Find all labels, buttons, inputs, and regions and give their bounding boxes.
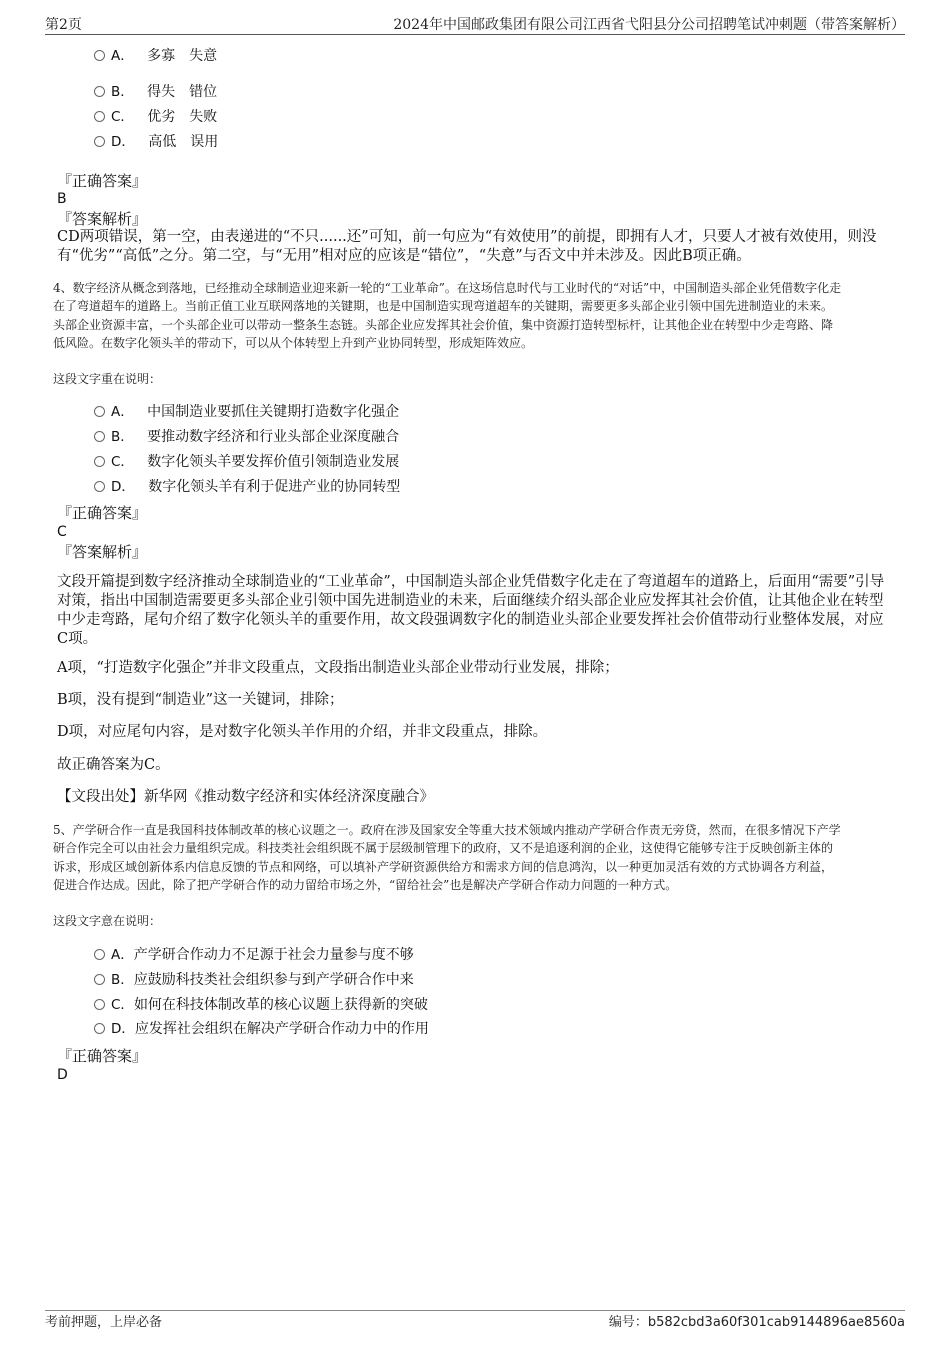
q5-option-d[interactable]: D．应发挥社会组织在解决产学研合作动力中的作用 xyxy=(94,1019,429,1039)
q4-answer: C xyxy=(57,524,67,540)
q4-option-d[interactable]: D． 数字化领头羊有利于促进产业的协同转型 xyxy=(94,477,400,497)
radio-icon[interactable] xyxy=(94,456,105,467)
footer-divider xyxy=(45,1310,905,1311)
q4-option-c[interactable]: C． 数字化领头羊要发挥价值引领制造业发展 xyxy=(94,452,399,472)
radio-icon[interactable] xyxy=(94,111,105,122)
q4-conclusion: 故正确答案为C。 xyxy=(57,757,170,773)
q5-passage: 5、产学研合作一直是我国科技体制改革的核心议题之一。政府在涉及国家安全等重大技术领域内推动产学研合作责无旁贷，然而，在很多情况下产学 研合作完全可以由社会力量组织完成。科技类社会组织既不属于层级制管理下的政府，又不是追逐利润的企业，这使得它能够专注于反映创新主体的 诉求，形成区域创新体系内信息反馈的节点和网络，可以填补产学研资源供给方和需求方间的信息鸿沟，以一种更加灵活有效的方式协调各方利益， 促进合作达成。因此，除了把产学研合作的动力留给市场之外，“留给社会”也是解决产学研合作动力问题的一种方式。 xyxy=(53,823,841,893)
radio-icon[interactable] xyxy=(94,50,105,61)
header-divider xyxy=(45,34,905,35)
q3-analysis-label: 『答案解析』 xyxy=(57,210,148,228)
radio-icon[interactable] xyxy=(94,974,105,985)
q4-explain-d: D项，对应尾句内容，是对数字化领头羊作用的介绍，并非文段重点，排除。 xyxy=(57,724,548,740)
q3-option-c[interactable]: C． 优劣 失败 xyxy=(94,107,217,127)
q5-option-a[interactable]: A．产学研合作动力不足源于社会力量参与度不够 xyxy=(94,945,414,965)
radio-icon[interactable] xyxy=(94,949,105,960)
page-number: 第2页 xyxy=(45,17,82,33)
q4-correct-answer-label: 『正确答案』 xyxy=(57,504,148,522)
q4-option-a[interactable]: A． 中国制造业要抓住关键期打造数字化强企 xyxy=(94,402,399,422)
q4-passage: 4、数字经济从概念到落地，已经推动全球制造业迎来新一轮的“工业革命”。在这场信息时代与工业时代的“对话”中，中国制造头部企业凭借数字化走 在了弯道超车的道路上。当前正值工业互联网落地的关键期，也是中国制造实现弯道超车的关键期，需要更多头部企业引领中国先进制造业的未来。 头部企业资源丰富，一个头部企业可以带动一整条生态链。头部企业应发挥其社会价值，集中资源打造转型标杆，让其他企业在转型中少走弯路、降 低风险。在数字化领头羊的带动下，可以从个体转型上升到产业协同转型，形成矩阵效应。 xyxy=(53,281,842,351)
q3-analysis: CD两项错误，第一空，由表递进的“不只......还”可知，前一句应为“有效使用”的前提，即拥有人才，只要人才被有效使用，则没 有“优劣”“高低”之分。第二空，与“无用”相对应的应该是“错位”，“失意”与否文中并未涉及。因此B项正确。 xyxy=(57,229,877,264)
q5-answer: D xyxy=(57,1067,68,1083)
q5-option-c[interactable]: C．如何在科技体制改革的核心议题上获得新的突破 xyxy=(94,995,428,1015)
radio-icon[interactable] xyxy=(94,431,105,442)
radio-icon[interactable] xyxy=(94,999,105,1010)
radio-icon[interactable] xyxy=(94,1023,105,1034)
q3-answer: B xyxy=(57,191,67,207)
document-code: 编号：b582cbd3a60f301cab9144896ae8560a xyxy=(608,1315,905,1330)
q4-explain-b: B项，没有提到“制造业”这一关键词，排除； xyxy=(57,692,344,708)
q4-option-b[interactable]: B． 要推动数字经济和行业头部企业深度融合 xyxy=(94,427,399,447)
q5-stem: 这段文字意在说明： xyxy=(53,914,162,928)
q4-analysis: 文段开篇提到数字经济推动全球制造业的“工业革命”，中国制造头部企业凭借数字化走在了弯道超车的道路上，后面用“需要”引导 对策，指出中国制造需要更多头部企业引领中国先进制造业的未来，后面继续介绍头部企业应发挥其社会价值，让其他企业在转型 中少走弯路，尾句介绍了数字化领头羊的重要作用，故文段强调数字化的制造业头部企业要发挥社会价值带动行业整体发展，对应 C项。 xyxy=(57,574,885,647)
q5-option-b[interactable]: B．应鼓励科技类社会组织参与到产学研合作中来 xyxy=(94,970,414,990)
q5-correct-answer-label: 『正确答案』 xyxy=(57,1047,148,1065)
document-title: 2024年中国邮政集团有限公司江西省弋阳县分公司招聘笔试冲刺题（带答案解析） xyxy=(393,17,905,33)
q3-option-d[interactable]: D． 高低 误用 xyxy=(94,132,218,152)
q4-source: 【文段出处】新华网《推动数字经济和实体经济深度融合》 xyxy=(57,789,434,805)
q4-stem: 这段文字重在说明： xyxy=(53,372,162,386)
radio-icon[interactable] xyxy=(94,136,105,147)
radio-icon[interactable] xyxy=(94,481,105,492)
q3-option-a[interactable]: A． 多寡 失意 xyxy=(94,46,217,66)
radio-icon[interactable] xyxy=(94,406,105,417)
footer-slogan: 考前押题，上岸必备 xyxy=(45,1315,163,1330)
q3-option-b[interactable]: B． 得失 错位 xyxy=(94,82,217,102)
q4-explain-a: A项，“打造数字化强企”并非文段重点，文段指出制造业头部企业带动行业发展，排除； xyxy=(57,660,619,676)
radio-icon[interactable] xyxy=(94,86,105,97)
q4-analysis-label: 『答案解析』 xyxy=(57,543,148,561)
q3-correct-answer-label: 『正确答案』 xyxy=(57,172,148,190)
